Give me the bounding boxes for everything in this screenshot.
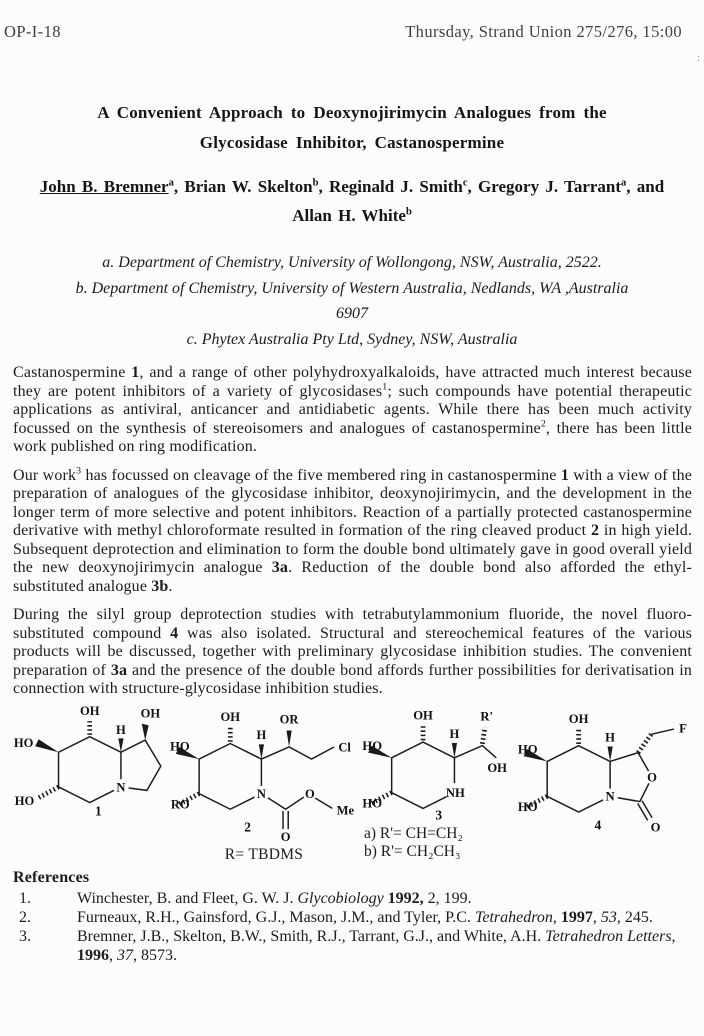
atom-label-f: F [679, 721, 687, 736]
compound-number-1: 1 [95, 803, 102, 819]
atom-label-oh-top: OH [79, 703, 100, 718]
atom-label-rprime: R' [480, 708, 494, 723]
atom-label-cl: Cl [338, 739, 351, 754]
affiliation-a: a. Department of Chemistry, University of Wollongong, NSW, Australia, 2522. [102, 254, 602, 271]
title-line-1: A Convenient Approach to Deoxynojirimycin Analogues from the [97, 103, 607, 122]
structure-compound-1 [10, 702, 166, 820]
reference-text: Furneaux, R.H., Gainsford, G.J., Mason, J.M., and Tyler, P.C. Tetrahedron, 1997, 53, 245. [77, 909, 653, 927]
atom-label-h: H [605, 729, 616, 744]
atom-label-n: N [116, 779, 126, 794]
structure-3-variant-a: a) R'= CH=CH₂ [364, 825, 463, 843]
reference-number: 3. [19, 928, 31, 946]
reference-text: Winchester, B. and Fleet, G. W. J. Glycobiology 1992, 2, 199. [77, 890, 472, 908]
structure-3-variant-b: b) R'= CH₂CH₃ [364, 843, 461, 861]
structure-4-drawing [514, 702, 694, 835]
references-section [13, 868, 692, 965]
atom-label-oh-top: OH [568, 711, 589, 726]
atom-label-h: H [449, 726, 460, 741]
atom-label-n: N [256, 786, 266, 801]
compound-number-3: 3 [435, 807, 443, 823]
scan-artifact: : [696, 52, 700, 64]
affiliation-c: c. Phytex Australia Pty Ltd, Sydney, NSW, Australia [186, 330, 518, 348]
affiliations [10, 250, 694, 352]
reference-number: 1. [19, 890, 31, 908]
atom-label-oh-top: OH [220, 709, 241, 724]
atom-label-ho-left: HO [362, 738, 383, 753]
atom-label-ho-lower: HO [14, 793, 35, 808]
atom-label-oh-right: OH [140, 706, 161, 721]
title-line-2: Glycosidase Inhibitor, Castanospermine [199, 133, 505, 152]
atom-label-o-carbonyl: O [280, 829, 291, 844]
atom-label-or: OR [279, 712, 299, 727]
structures-row [10, 702, 694, 865]
affiliation-b-postcode: 6907 [336, 305, 368, 322]
atom-label-ro-lower: RO [170, 796, 190, 811]
atom-label-ho-lower: HO [517, 799, 538, 814]
structure-compound-2 [168, 702, 360, 865]
reference-item-3 [13, 927, 692, 965]
reference-item-2 [13, 908, 692, 927]
paragraph-2: Our work$^3$ has focussed on cleavage of the five membered ring in castanospermine 1 with a view of the preparation of analogues of the glycosidase inhibitor, deoxynojirimycin, and the development in the longer term of more selective and potent inhibitors. Reaction of a partially protected castanospermine derivative with methyl chloroformate resulted in formation of the ring cleaved product 2 in high yield. Subsequent deprotection and elimination to form the double bond ultimately gave in good overall yield the new deoxynojirimycin analogue 3a. Reduction of the double bond also afforded the ethyl-substituted analogue 3b. [13, 465, 693, 595]
atom-label-h: H [256, 727, 267, 742]
structure-3-drawing [362, 702, 512, 826]
abstract-code: OP-I-18 [4, 22, 61, 41]
atom-label-oh-right: OH [487, 760, 507, 775]
compound-number-2: 2 [244, 819, 251, 835]
structure-compound-4 [514, 702, 694, 835]
paper-title [30, 98, 674, 158]
atom-label-oh-top: OH [413, 707, 433, 722]
atom-label-nh: NH [445, 785, 465, 800]
atom-label-ho-left: HO [170, 738, 190, 753]
atom-label-o-carbonyl: O [650, 819, 661, 834]
references-heading: References [13, 869, 90, 887]
paragraph-1: Castanospermine 1, and a range of other polyhydroxyalkaloids, have attracted much interest because they are potent inhibitors of a variety of glycosidases$^1$; such compounds have potential therapeutic applications as antiviral, anticancer and antidiabetic agents. While there has been much activity focussed on the synthesis of stereoisomers and analogues of castanospermine$^2$, there has been little work published on ring modification. [13, 364, 692, 455]
structure-2-caption: R= TBDMS [224, 846, 304, 864]
atom-label-ho-left: HO [517, 742, 538, 757]
atom-label-o-ester: O [304, 786, 315, 801]
reference-item-1 [13, 889, 692, 908]
atom-label-ho-left: HO [13, 735, 34, 750]
session-info: Thursday, Strand Union 275/276, 15:00 [405, 22, 682, 41]
structure-compound-3 [362, 702, 512, 862]
atom-label-h: H [116, 722, 126, 737]
paragraph-3: During the silyl group deprotection studies with tetrabutylammonium fluoride, the novel fluoro-substituted compound 4 was also isolated. Structural and stereochemical features of the various products will be discussed, together with preliminary glycosidase inhibition studies. The convenient preparation of 3a and the presence of the double bond affords further possibilities for derivatisation in connection with structure-glycosidase inhibition studies. [13, 606, 692, 697]
structure-1-drawing [10, 702, 166, 820]
atom-label-n: N [605, 789, 615, 804]
reference-text: Bremner, J.B., Skelton, B.W., Smith, R.J., Tarrant, G.J., and White, A.H. Tetrahedron Letters, 1996, 37, 8573. [77, 928, 676, 965]
structure-2-drawing [168, 702, 360, 851]
page-header [0, 0, 704, 42]
compound-number-4: 4 [594, 817, 602, 833]
atom-label-me: Me [336, 802, 355, 817]
atom-label-o-ring: O [647, 770, 657, 785]
atom-label-ho-lower: HO [362, 796, 383, 811]
affiliation-b: b. Department of Chemistry, University of Western Australia, Nedlands, WA ,Australia [75, 279, 629, 297]
authors-line: John B. Bremner$^a$, Brian W. Skelton$^b$, Reginald J. Smith$^c$, Gregory J. Tarrant$^a$, and Allan H. White$^b$ [39, 177, 665, 225]
reference-number: 2. [19, 909, 31, 927]
